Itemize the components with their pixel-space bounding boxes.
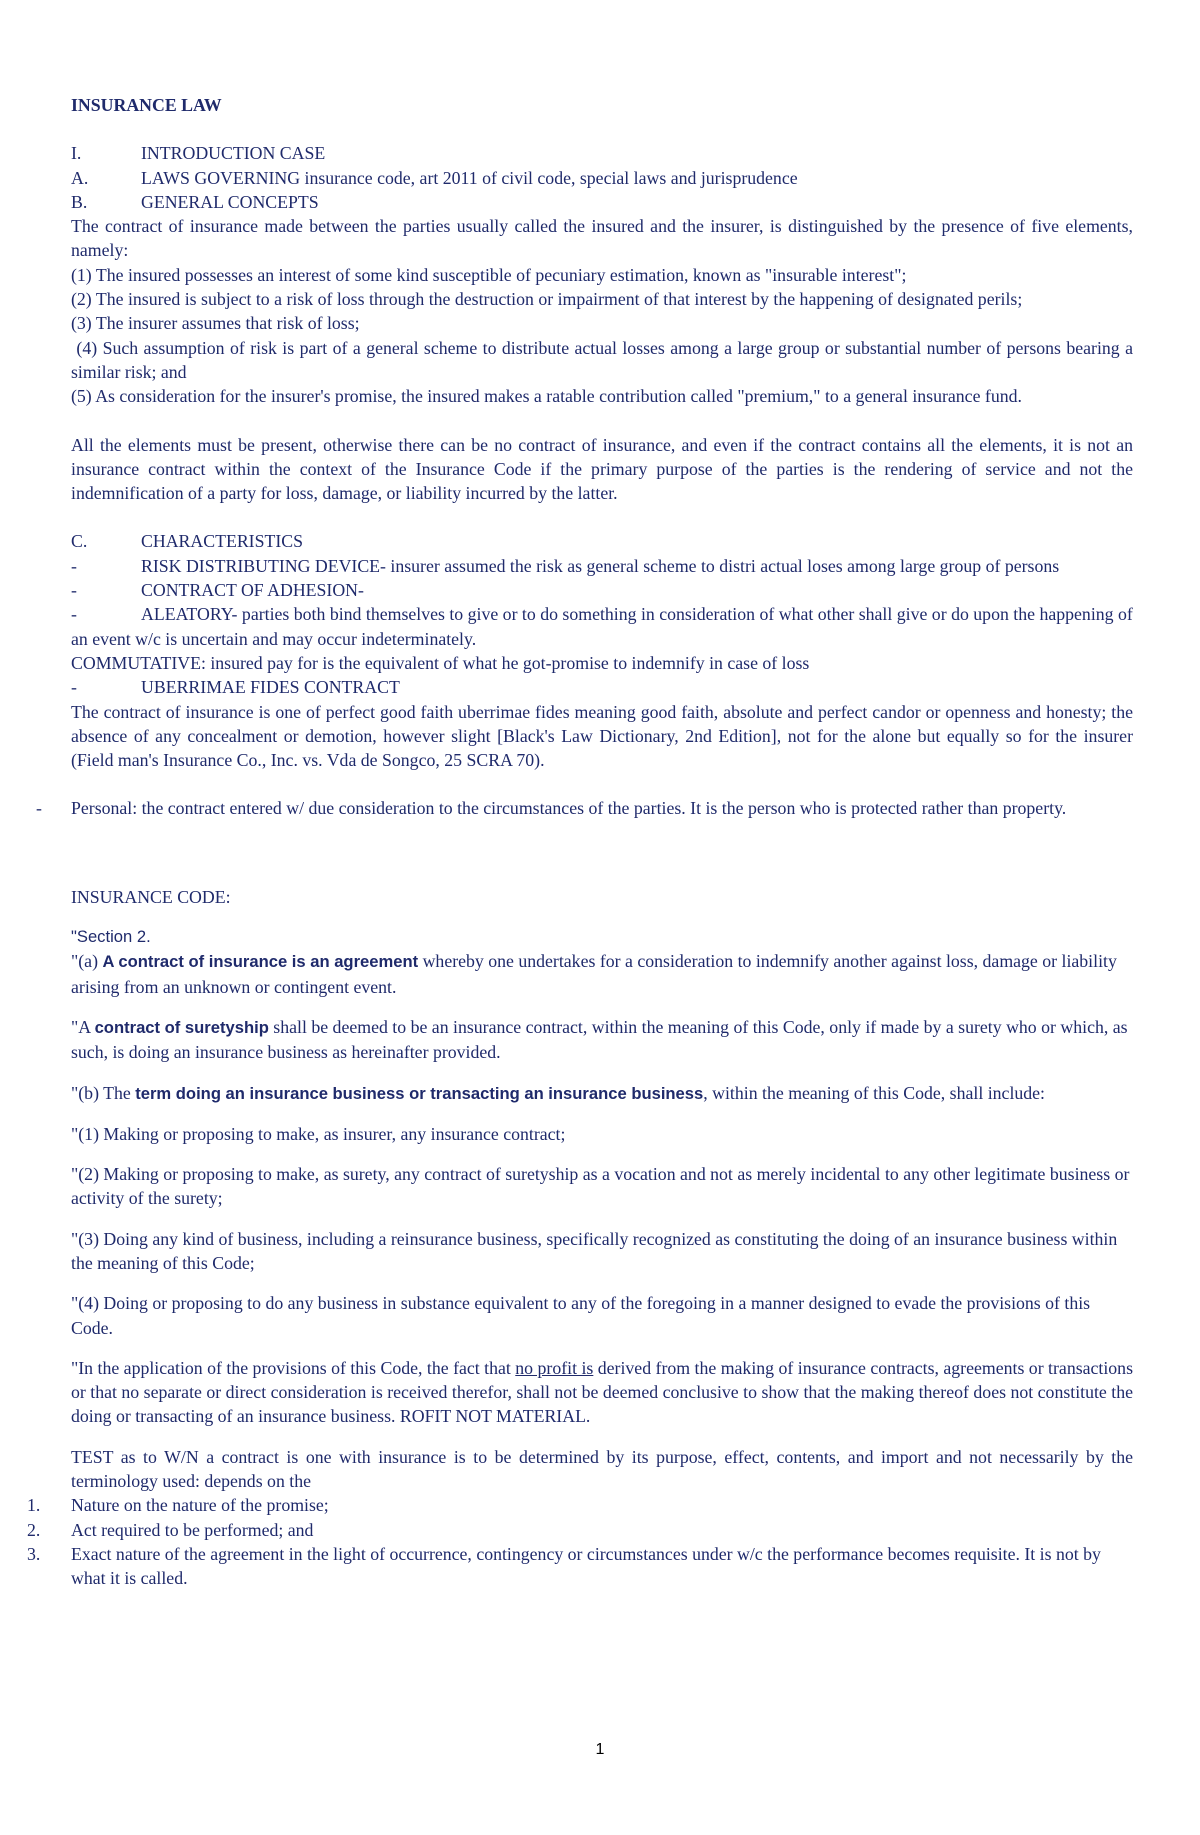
test-item-2: 2. Act required to be performed; and: [27, 1519, 314, 1540]
char-personal: - Personal: the contract entered w/ due consideration to the circumstances of the parties. It is the person who is protected rather than property.: [36, 798, 1067, 819]
code-item-3: "(3) Doing any kind of business, including a reinsurance business, specifically recognized as constituting the doing of an insurance business within the meaning of this Code;: [71, 1228, 1118, 1273]
section-2-label: "Section 2.: [71, 927, 151, 947]
element-1: (1) The insured possesses an interest of some kind susceptible of pecuniary estimation, known as "insurable interest";: [71, 264, 907, 285]
code-item-2: "(2) Making or proposing to make, as surety, any contract of suretyship as a vocation and not as merely incidental to any other legitimate business or activity of the surety;: [71, 1164, 1130, 1209]
element-2: (2) The insured is subject to a risk of loss through the destruction or impairment of that interest by the happening of designated perils;: [71, 289, 1023, 310]
element-4: (4) Such assumption of risk is part of a general scheme to distribute actual losses among a large group or substantial number of persons bearing a similar risk; and: [71, 337, 1138, 382]
section-2b: "(b) The term doing an insurance business or transacting an insurance business, within the meaning of this Code, shall include:: [71, 1082, 1045, 1103]
element-5: (5) As consideration for the insurer's promise, the insured makes a ratable contribution called "premium," to a general insurance fund.: [71, 386, 1022, 407]
paragraph-no-profit: "In the application of the provisions of this Code, the fact that no profit is derived from the making of insurance contracts, agreements or transactions or that no separate or direct consideration is received therefor, shall not be deemed conclusive to show that the making thereof does not constitute the doing or transacting of an insurance business. ROFIT NOT MATERIAL.: [71, 1357, 1133, 1427]
test-item-3: 3. Exact nature of the agreement in the light of occurrence, contingency or circumstances under w/c the performance becomes requisite. It is not by what it is called.: [27, 1543, 1101, 1589]
code-item-4: "(4) Doing or proposing to do any business in substance equivalent to any of the foregoing in a manner designed to evade the provisions of this Code.: [71, 1293, 1091, 1338]
document-body: [27, 93, 1138, 1591]
paragraph-contract-intro: The contract of insurance made between the parties usually called the insured and the insurer, is distinguished by the presence of five elements, namely:: [71, 216, 1133, 261]
test-item-1: 1. Nature on the nature of the promise;: [27, 1495, 329, 1516]
paragraph-test: TEST as to W/N a contract is one with insurance is to be determined by its purpose, effect, contents, and import and not necessarily by the terminology used: depends on the: [71, 1446, 1133, 1492]
heading-introduction: I. INTRODUCTION CASE: [71, 143, 326, 164]
paragraph-suretyship: "A contract of suretyship shall be deemed to be an insurance contract, within the meaning of this Code, only if made by a surety who or which, as such, is doing an insurance business as hereinafter provided.: [71, 1016, 1128, 1063]
char-commutative: COMMUTATIVE: insured pay for is the equivalent of what he got-promise to indemnify in case of loss: [71, 652, 810, 673]
paragraph-all-elements: All the elements must be present, otherwise there can be no contract of insurance, and even if the contract contains all the elements, it is not an insurance contract within the context of the Insurance Code if the primary purpose of the parties is the rendering of service and not the indemnification of a party for loss, damage, or liability incurred by the latter.: [71, 434, 1133, 504]
char-adhesion: - CONTRACT OF ADHESION-: [71, 580, 364, 601]
char-risk-distributing: - RISK DISTRIBUTING DEVICE- insurer assumed the risk as general scheme to distri actual loses among large group of persons: [71, 555, 1060, 576]
char-aleatory: - ALEATORY- parties both bind themselves to give or to do something in consideration of what other shall give or do upon the happening of an event w/c is uncertain and may occur indeterminately.: [71, 604, 1133, 649]
heading-general-concepts: B. GENERAL CONCEPTS: [71, 191, 319, 212]
section-2a: "(a) A contract of insurance is an agreement whereby one undertakes for a consideration to indemnify another against loss, damage or liability arising from an unknown or contingent event.: [71, 951, 1117, 997]
code-item-1: "(1) Making or proposing to make, as insurer, any insurance contract;: [71, 1123, 566, 1144]
element-3: (3) The insurer assumes that risk of loss;: [71, 313, 360, 334]
heading-laws-governing: A. LAWS GOVERNING insurance code, art 2011 of civil code, special laws and jurisprudence: [71, 167, 798, 188]
paragraph-good-faith: The contract of insurance is one of perfect good faith uberrimae fides meaning good faith, absolute and perfect candor or openness and honesty; the absence of any concealment or demotion, however slight [Black's Law Dictionary, 2nd Edition], not for the alone but equally so for the insurer (Field man's Insurance Co., Inc. vs. Vda de Songco, 25 SCRA 70).: [71, 701, 1133, 771]
page-number: 1: [595, 1741, 605, 1758]
document-title: INSURANCE LAW: [71, 95, 222, 115]
heading-insurance-code: INSURANCE CODE:: [71, 886, 231, 907]
char-uberrimae: - UBERRIMAE FIDES CONTRACT: [71, 677, 400, 698]
heading-characteristics: C. CHARACTERISTICS: [71, 531, 304, 552]
